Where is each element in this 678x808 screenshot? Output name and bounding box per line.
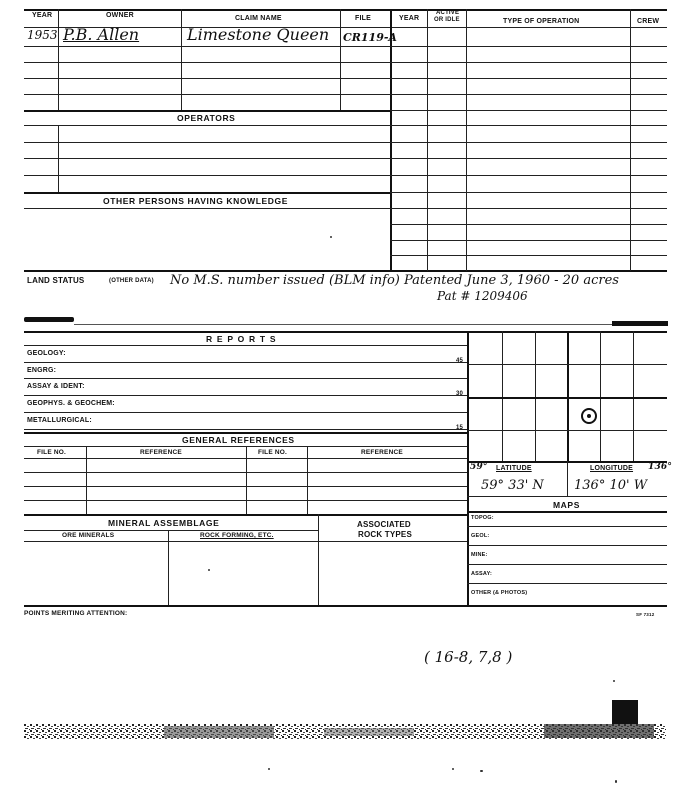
map-line bbox=[467, 545, 667, 546]
maps-heading: MAPS bbox=[553, 500, 580, 510]
owner-block-bottom bbox=[24, 110, 390, 112]
grid-col bbox=[502, 331, 503, 461]
scan-noise-strip bbox=[24, 718, 666, 746]
location-marker-icon bbox=[581, 408, 597, 424]
header-year: YEAR bbox=[32, 12, 53, 19]
ref-col-divider bbox=[86, 446, 87, 514]
operation-row-line bbox=[390, 192, 667, 193]
grid-row bbox=[467, 364, 667, 365]
col-type-divider bbox=[630, 9, 631, 271]
map-line bbox=[467, 583, 667, 584]
speck bbox=[330, 236, 332, 238]
points-meriting-attention: POINTS MERITING ATTENTION: bbox=[24, 610, 128, 617]
reports-top bbox=[24, 331, 667, 333]
report-assay: ASSAY & IDENT: bbox=[27, 383, 85, 390]
entry-owner: P.B. Allen bbox=[63, 25, 140, 44]
operation-row-line bbox=[390, 158, 667, 159]
operators-bottom bbox=[24, 192, 390, 194]
col-year-divider bbox=[58, 9, 59, 111]
references-top bbox=[24, 432, 467, 434]
header-type-of-operation: TYPE OF OPERATION bbox=[503, 18, 580, 25]
speck bbox=[613, 680, 615, 682]
margin-number-30: 30 bbox=[456, 391, 464, 397]
latitude-marker: 59° bbox=[470, 462, 488, 472]
other-persons-heading: OTHER PERSONS HAVING KNOWLEDGE bbox=[103, 196, 289, 206]
operation-row-line bbox=[390, 62, 667, 63]
operators-col-divider bbox=[58, 125, 59, 193]
header-file: FILE bbox=[355, 15, 371, 22]
operation-row-line bbox=[390, 125, 667, 126]
operation-row-line bbox=[390, 142, 667, 143]
longitude-marker: 136° bbox=[648, 462, 673, 472]
handwritten-code: ( 16-8, 7,8 ) bbox=[424, 648, 513, 666]
map-line bbox=[467, 564, 667, 565]
latitude-value: 59° 33' N bbox=[481, 478, 544, 493]
margin-number-45: 45 bbox=[456, 358, 464, 364]
report-geophys: GEOPHYS. & GEOCHEM: bbox=[27, 400, 115, 407]
col-claim-divider bbox=[340, 9, 341, 111]
reports-bottom bbox=[24, 605, 667, 607]
land-status-note-line2: Pat # 1209406 bbox=[437, 289, 528, 303]
general-references-heading: GENERAL REFERENCES bbox=[182, 435, 295, 445]
other-persons-line bbox=[24, 208, 390, 209]
ref-file-no-2: FILE NO. bbox=[258, 449, 288, 456]
land-status-note-line1: No M.S. number issued (BLM info) Patented June 3, 1960 - 20 acres bbox=[170, 273, 619, 288]
header-crew: CREW bbox=[637, 18, 660, 25]
mineral-divider bbox=[318, 514, 319, 606]
grid-col bbox=[535, 331, 536, 461]
report-line bbox=[24, 429, 467, 430]
ore-minerals-label: ORE MINERALS bbox=[62, 532, 115, 539]
longitude-value: 136° 10' W bbox=[574, 478, 648, 493]
operators-line bbox=[24, 158, 390, 159]
map-mine: MINE: bbox=[471, 552, 488, 558]
report-metallurgical: METALLURGICAL: bbox=[27, 417, 92, 424]
lat-long-divider bbox=[567, 461, 568, 496]
operation-row-line bbox=[390, 255, 667, 256]
mineral-sub-line bbox=[24, 541, 467, 542]
maps-heading-line bbox=[467, 511, 667, 513]
report-line bbox=[24, 412, 467, 413]
report-engrg: ENGRG: bbox=[27, 367, 57, 374]
grid-col bbox=[600, 331, 601, 461]
report-geology: GEOLOGY: bbox=[27, 350, 66, 357]
owner-row-line bbox=[24, 62, 390, 63]
scan-bar-right bbox=[612, 321, 668, 326]
speck bbox=[208, 569, 210, 571]
owner-row-line bbox=[24, 78, 390, 79]
operators-line bbox=[24, 125, 390, 126]
reports-heading: R E P O R T S bbox=[206, 334, 277, 344]
map-assay: ASSAY: bbox=[471, 571, 493, 577]
grid-col bbox=[633, 331, 634, 461]
scan-line bbox=[74, 324, 612, 325]
ref-col-divider bbox=[246, 446, 247, 514]
map-line bbox=[467, 526, 667, 527]
latitude-label: LATITUDE bbox=[496, 465, 532, 472]
references-bottom bbox=[24, 514, 467, 516]
operators-heading: OPERATORS bbox=[177, 113, 236, 123]
header-year-2: YEAR bbox=[399, 15, 420, 22]
rock-forming-label: ROCK FORMING, ETC. bbox=[200, 532, 274, 539]
margin-number-15: 15 bbox=[456, 425, 464, 431]
owner-row-line bbox=[24, 46, 390, 47]
ref-line bbox=[24, 472, 467, 473]
operation-row-line bbox=[390, 110, 667, 111]
reports-heading-line bbox=[24, 345, 467, 346]
operation-row-line bbox=[390, 46, 667, 47]
header-claim-name: CLAIM NAME bbox=[235, 15, 282, 22]
col-owner-divider bbox=[181, 9, 182, 111]
map-other: OTHER (& PHOTOS) bbox=[471, 590, 528, 596]
mineral-assemblage-heading: MINERAL ASSEMBLAGE bbox=[108, 518, 220, 528]
ref-reference-2: REFERENCE bbox=[361, 449, 403, 456]
center-divider bbox=[390, 9, 392, 271]
speck bbox=[615, 780, 617, 783]
header-owner: OWNER bbox=[106, 12, 134, 19]
map-geol: GEOL: bbox=[471, 533, 490, 539]
speck bbox=[480, 770, 483, 772]
scan-bar-left bbox=[24, 317, 74, 322]
ref-file-no: FILE NO. bbox=[37, 449, 67, 456]
report-line bbox=[24, 362, 467, 363]
ref-line bbox=[24, 500, 467, 501]
top-border bbox=[24, 9, 667, 11]
header-active-line2: OR IDLE bbox=[434, 17, 460, 23]
operation-row-line bbox=[390, 224, 667, 225]
report-line bbox=[24, 378, 467, 379]
speck bbox=[452, 768, 454, 770]
mineral-heading-line bbox=[24, 530, 318, 531]
lat-long-bottom bbox=[467, 496, 667, 497]
owner-row-line bbox=[24, 94, 390, 95]
entry-file: CR119-A bbox=[343, 31, 397, 44]
operation-row-line bbox=[390, 175, 667, 176]
report-line bbox=[24, 395, 467, 396]
speck bbox=[268, 768, 270, 770]
operation-row-line bbox=[390, 94, 667, 95]
grid-row bbox=[467, 430, 667, 431]
header-active-line1: ACTIVE bbox=[436, 10, 460, 16]
ref-reference: REFERENCE bbox=[140, 449, 182, 456]
associated-rock-types-2: ROCK TYPES bbox=[358, 530, 413, 539]
top-table-bottom bbox=[24, 270, 667, 272]
operators-line bbox=[24, 142, 390, 143]
land-status-sublabel: (OTHER DATA) bbox=[109, 278, 154, 284]
entry-claim-name: Limestone Queen bbox=[187, 25, 330, 44]
ref-line bbox=[24, 486, 467, 487]
map-topog: TOPOG: bbox=[471, 515, 494, 521]
grid-col bbox=[567, 331, 569, 461]
grid-row bbox=[467, 397, 667, 399]
associated-rock-types-1: ASSOCIATED bbox=[357, 520, 411, 529]
longitude-label: LONGITUDE bbox=[590, 465, 634, 472]
operation-row-line bbox=[390, 78, 667, 79]
col-active-divider bbox=[466, 9, 467, 271]
col-year2-divider bbox=[427, 9, 428, 271]
ref-col-divider bbox=[307, 446, 308, 514]
form-code: SF 7312 bbox=[636, 612, 655, 617]
operation-row-line bbox=[390, 240, 667, 241]
operation-row-line bbox=[390, 208, 667, 209]
land-status-label: LAND STATUS bbox=[27, 276, 85, 285]
entry-year: 1953 bbox=[27, 28, 58, 42]
operators-line bbox=[24, 175, 390, 176]
